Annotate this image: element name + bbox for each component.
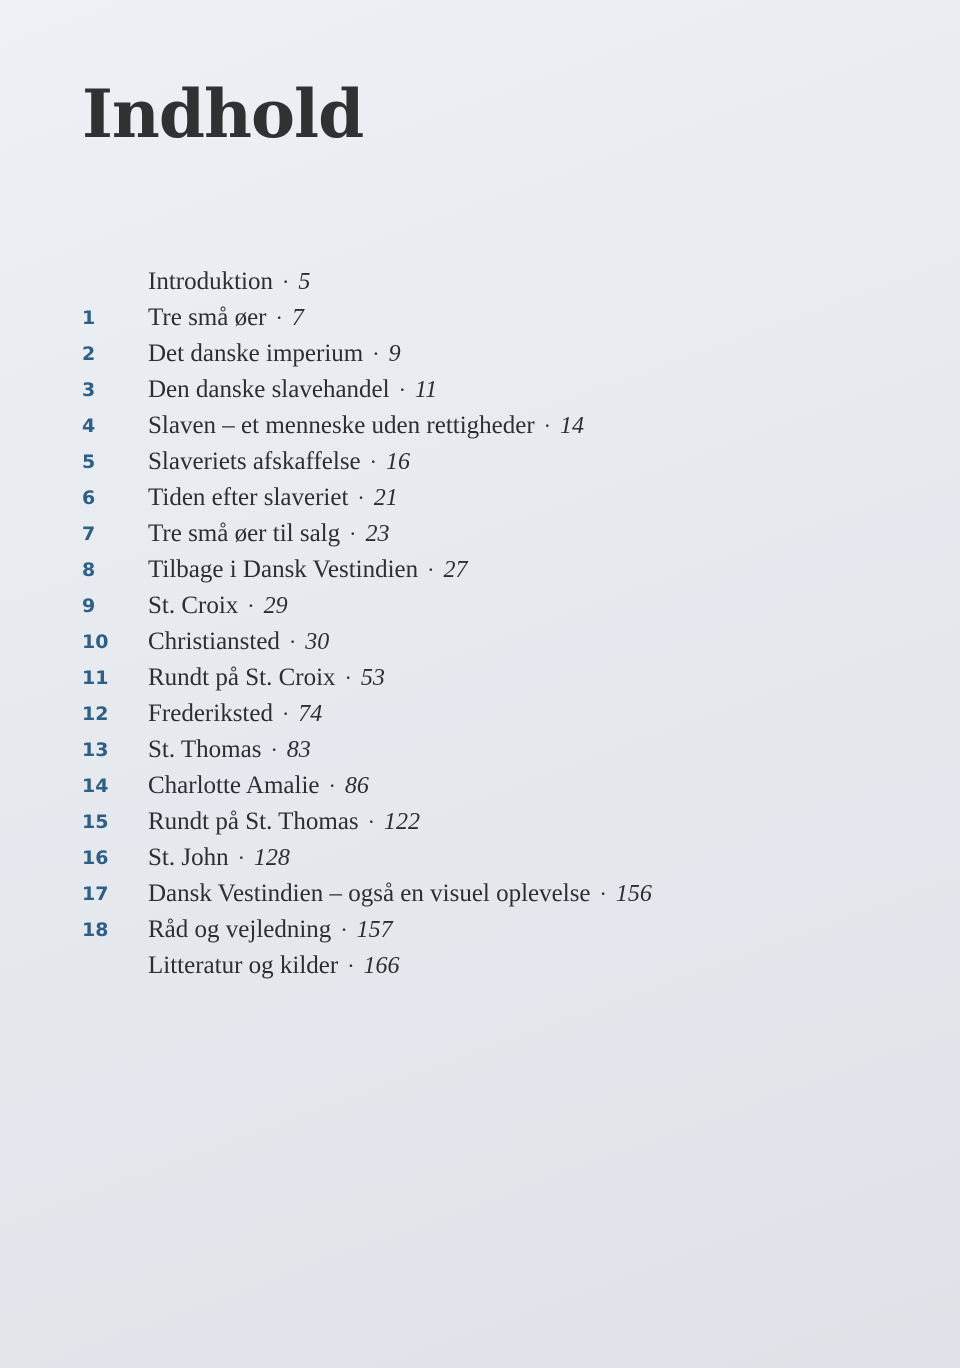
- chapter-title: Frederiksted: [148, 700, 273, 727]
- table-of-contents: [82, 264, 922, 984]
- chapter-title: Tre små øer: [148, 304, 267, 331]
- separator-dot: ·: [369, 449, 377, 474]
- separator-dot: ·: [357, 485, 365, 510]
- page-number: 128: [253, 844, 290, 871]
- chapter-title: Det danske imperium: [148, 340, 364, 367]
- page-number: 14: [560, 412, 584, 439]
- separator-dot: ·: [347, 953, 355, 978]
- separator-dot: ·: [543, 413, 551, 438]
- separator-dot: ·: [328, 773, 336, 798]
- chapter-title: Dansk Vestindien – også en visuel oplevelse: [148, 880, 591, 907]
- chapter-number: 15: [82, 811, 109, 833]
- page-number: 74: [298, 700, 323, 727]
- separator-dot: ·: [275, 305, 283, 330]
- chapter-number: 7: [82, 523, 96, 545]
- page-number: 86: [344, 772, 369, 799]
- separator-dot: ·: [288, 629, 297, 654]
- toc-entry: [82, 876, 922, 912]
- chapter-number: 5: [82, 451, 96, 473]
- chapter-number: 9: [82, 595, 96, 617]
- chapter-title: St. Thomas: [148, 736, 262, 763]
- chapter-title: Tilbage i Dansk Vestindien: [148, 556, 419, 583]
- chapter-title: Slaven – et menneske uden rettigheder: [148, 412, 535, 439]
- page-number: 157: [356, 916, 393, 943]
- chapter-title: Tiden efter slaveriet: [148, 484, 349, 511]
- toc-entry: [82, 768, 922, 804]
- chapter-title: Introduktion: [148, 268, 273, 295]
- chapter-number: 18: [82, 919, 109, 941]
- separator-dot: ·: [367, 809, 375, 834]
- separator-dot: ·: [340, 917, 348, 942]
- separator-dot: ·: [349, 521, 357, 546]
- chapter-title: St. John: [148, 844, 229, 871]
- page-number: 30: [305, 628, 330, 655]
- separator-dot: ·: [247, 593, 255, 618]
- chapter-number: 6: [82, 487, 96, 509]
- chapter-title: Litteratur og kilder: [148, 952, 339, 979]
- chapter-number: 16: [82, 847, 109, 869]
- toc-entry: [82, 660, 922, 696]
- separator-dot: ·: [398, 377, 406, 402]
- page-number: 16: [385, 448, 410, 475]
- toc-entry: [82, 912, 922, 948]
- separator-dot: ·: [427, 557, 435, 582]
- toc-entry: [82, 300, 922, 336]
- page-number: 122: [384, 808, 420, 835]
- toc-entry: [82, 480, 922, 516]
- toc-entry: [82, 264, 922, 300]
- chapter-number: 10: [82, 631, 109, 653]
- page-number: 166: [363, 952, 400, 979]
- page-number: 7: [291, 304, 304, 331]
- chapter-number: 1: [82, 307, 96, 329]
- chapter-number: 8: [82, 559, 96, 581]
- separator-dot: ·: [282, 269, 290, 294]
- page-number: 23: [365, 520, 390, 547]
- page-number: 29: [263, 592, 288, 619]
- page-number: 156: [615, 880, 652, 907]
- chapter-title: Charlotte Amalie: [148, 772, 320, 799]
- separator-dot: ·: [344, 665, 352, 690]
- page-number: 21: [373, 484, 398, 511]
- toc-entry: [82, 732, 922, 768]
- page-number: 53: [360, 664, 385, 691]
- separator-dot: ·: [237, 845, 245, 870]
- chapter-title: St. Croix: [148, 592, 239, 619]
- toc-entry: [82, 552, 922, 588]
- chapter-number: 11: [82, 667, 109, 689]
- toc-entry: [82, 948, 922, 984]
- page-number: 5: [298, 268, 311, 295]
- chapter-number: 4: [82, 415, 96, 437]
- toc-entry: [82, 696, 922, 732]
- chapter-number: 14: [82, 775, 109, 797]
- chapter-number: 13: [82, 739, 109, 761]
- toc-entry: [82, 372, 922, 408]
- page-number: 9: [388, 340, 401, 367]
- page-number: 11: [414, 376, 438, 403]
- toc-entry: [82, 516, 922, 552]
- separator-dot: ·: [281, 701, 290, 726]
- chapter-title: Rundt på St. Thomas: [148, 808, 359, 835]
- page-number: 83: [286, 736, 311, 763]
- toc-entry: [82, 804, 922, 840]
- separator-dot: ·: [372, 341, 380, 366]
- chapter-number: 3: [82, 379, 96, 401]
- chapter-title: Rundt på St. Croix: [148, 664, 336, 691]
- separator-dot: ·: [599, 881, 607, 906]
- separator-dot: ·: [270, 737, 278, 762]
- toc-entry: [82, 588, 922, 624]
- toc-entry: [82, 336, 922, 372]
- chapter-title: Tre små øer til salg: [148, 520, 341, 547]
- chapter-title: Den danske slavehandel: [148, 376, 390, 403]
- chapter-number: 17: [82, 883, 109, 905]
- chapter-number: 2: [82, 343, 96, 365]
- chapter-title: Slaveriets afskaffelse: [148, 448, 361, 475]
- chapter-number: 12: [82, 703, 109, 725]
- chapter-title: Råd og vejledning: [148, 916, 332, 943]
- page-title: Indhold: [82, 75, 364, 153]
- toc-entry: [82, 444, 922, 480]
- chapter-title: Christiansted: [148, 628, 280, 655]
- page-number: 27: [443, 556, 468, 583]
- toc-entry: [82, 624, 922, 660]
- toc-entry: [82, 840, 922, 876]
- toc-entry: [82, 408, 922, 444]
